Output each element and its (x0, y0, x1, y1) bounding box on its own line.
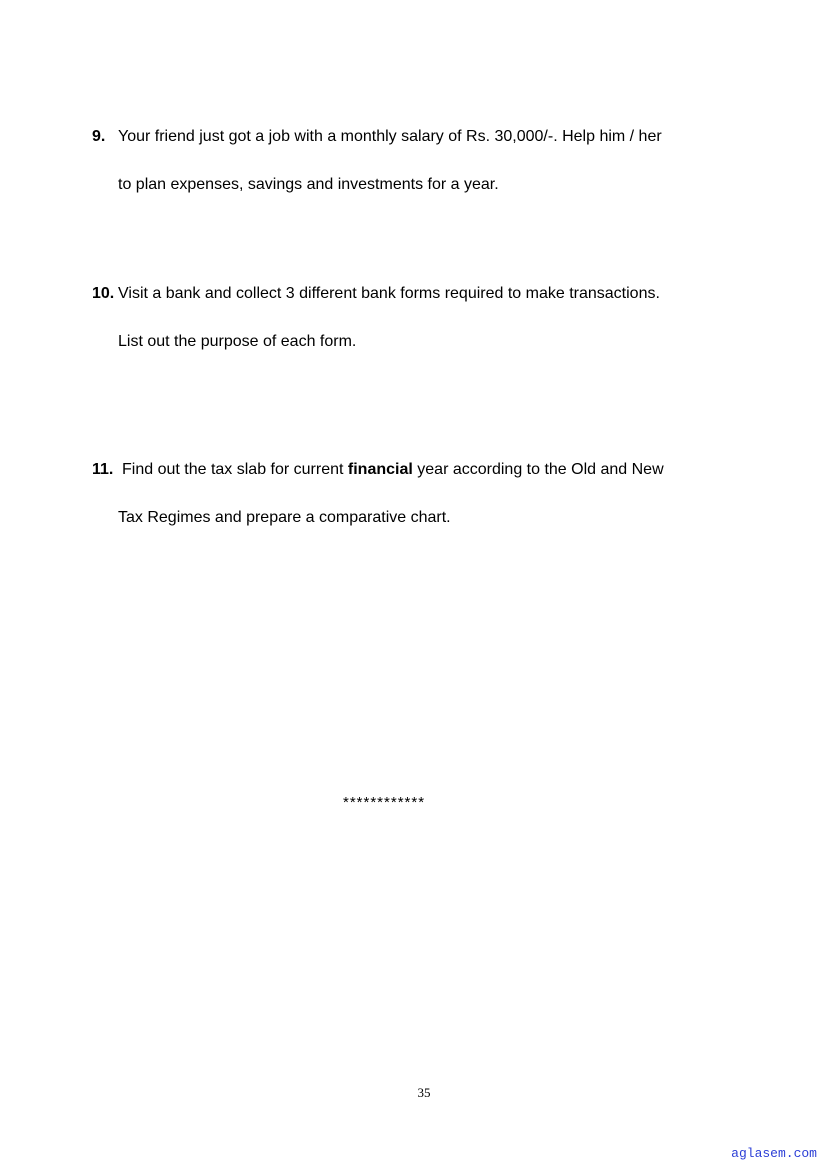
question-text-line: Visit a bank and collect 3 different bank forms required to make transactions. (118, 285, 660, 302)
watermark: aglasem.com (731, 1146, 817, 1161)
question-text-line (122, 460, 664, 480)
question-text-line: Tax Regimes and prepare a comparative chart. (118, 509, 451, 526)
question-text-part: year according to the Old and New (417, 461, 664, 478)
question-text-line: Your friend just got a job with a monthly salary of Rs. 30,000/-. Help him / her (118, 128, 662, 145)
question-text-line: List out the purpose of each form. (118, 333, 357, 350)
page-number: 35 (417, 1085, 431, 1100)
question-text-emphasis: financial (347, 461, 413, 478)
section-separator: ************ (343, 794, 426, 811)
question-number: 9. (92, 128, 106, 145)
question-text-part: Find out the tax slab for current (122, 461, 344, 478)
question-text-line: to plan expenses, savings and investments for a year. (118, 176, 499, 193)
question-number: 10. (92, 285, 115, 302)
question-number: 11. (92, 461, 114, 478)
